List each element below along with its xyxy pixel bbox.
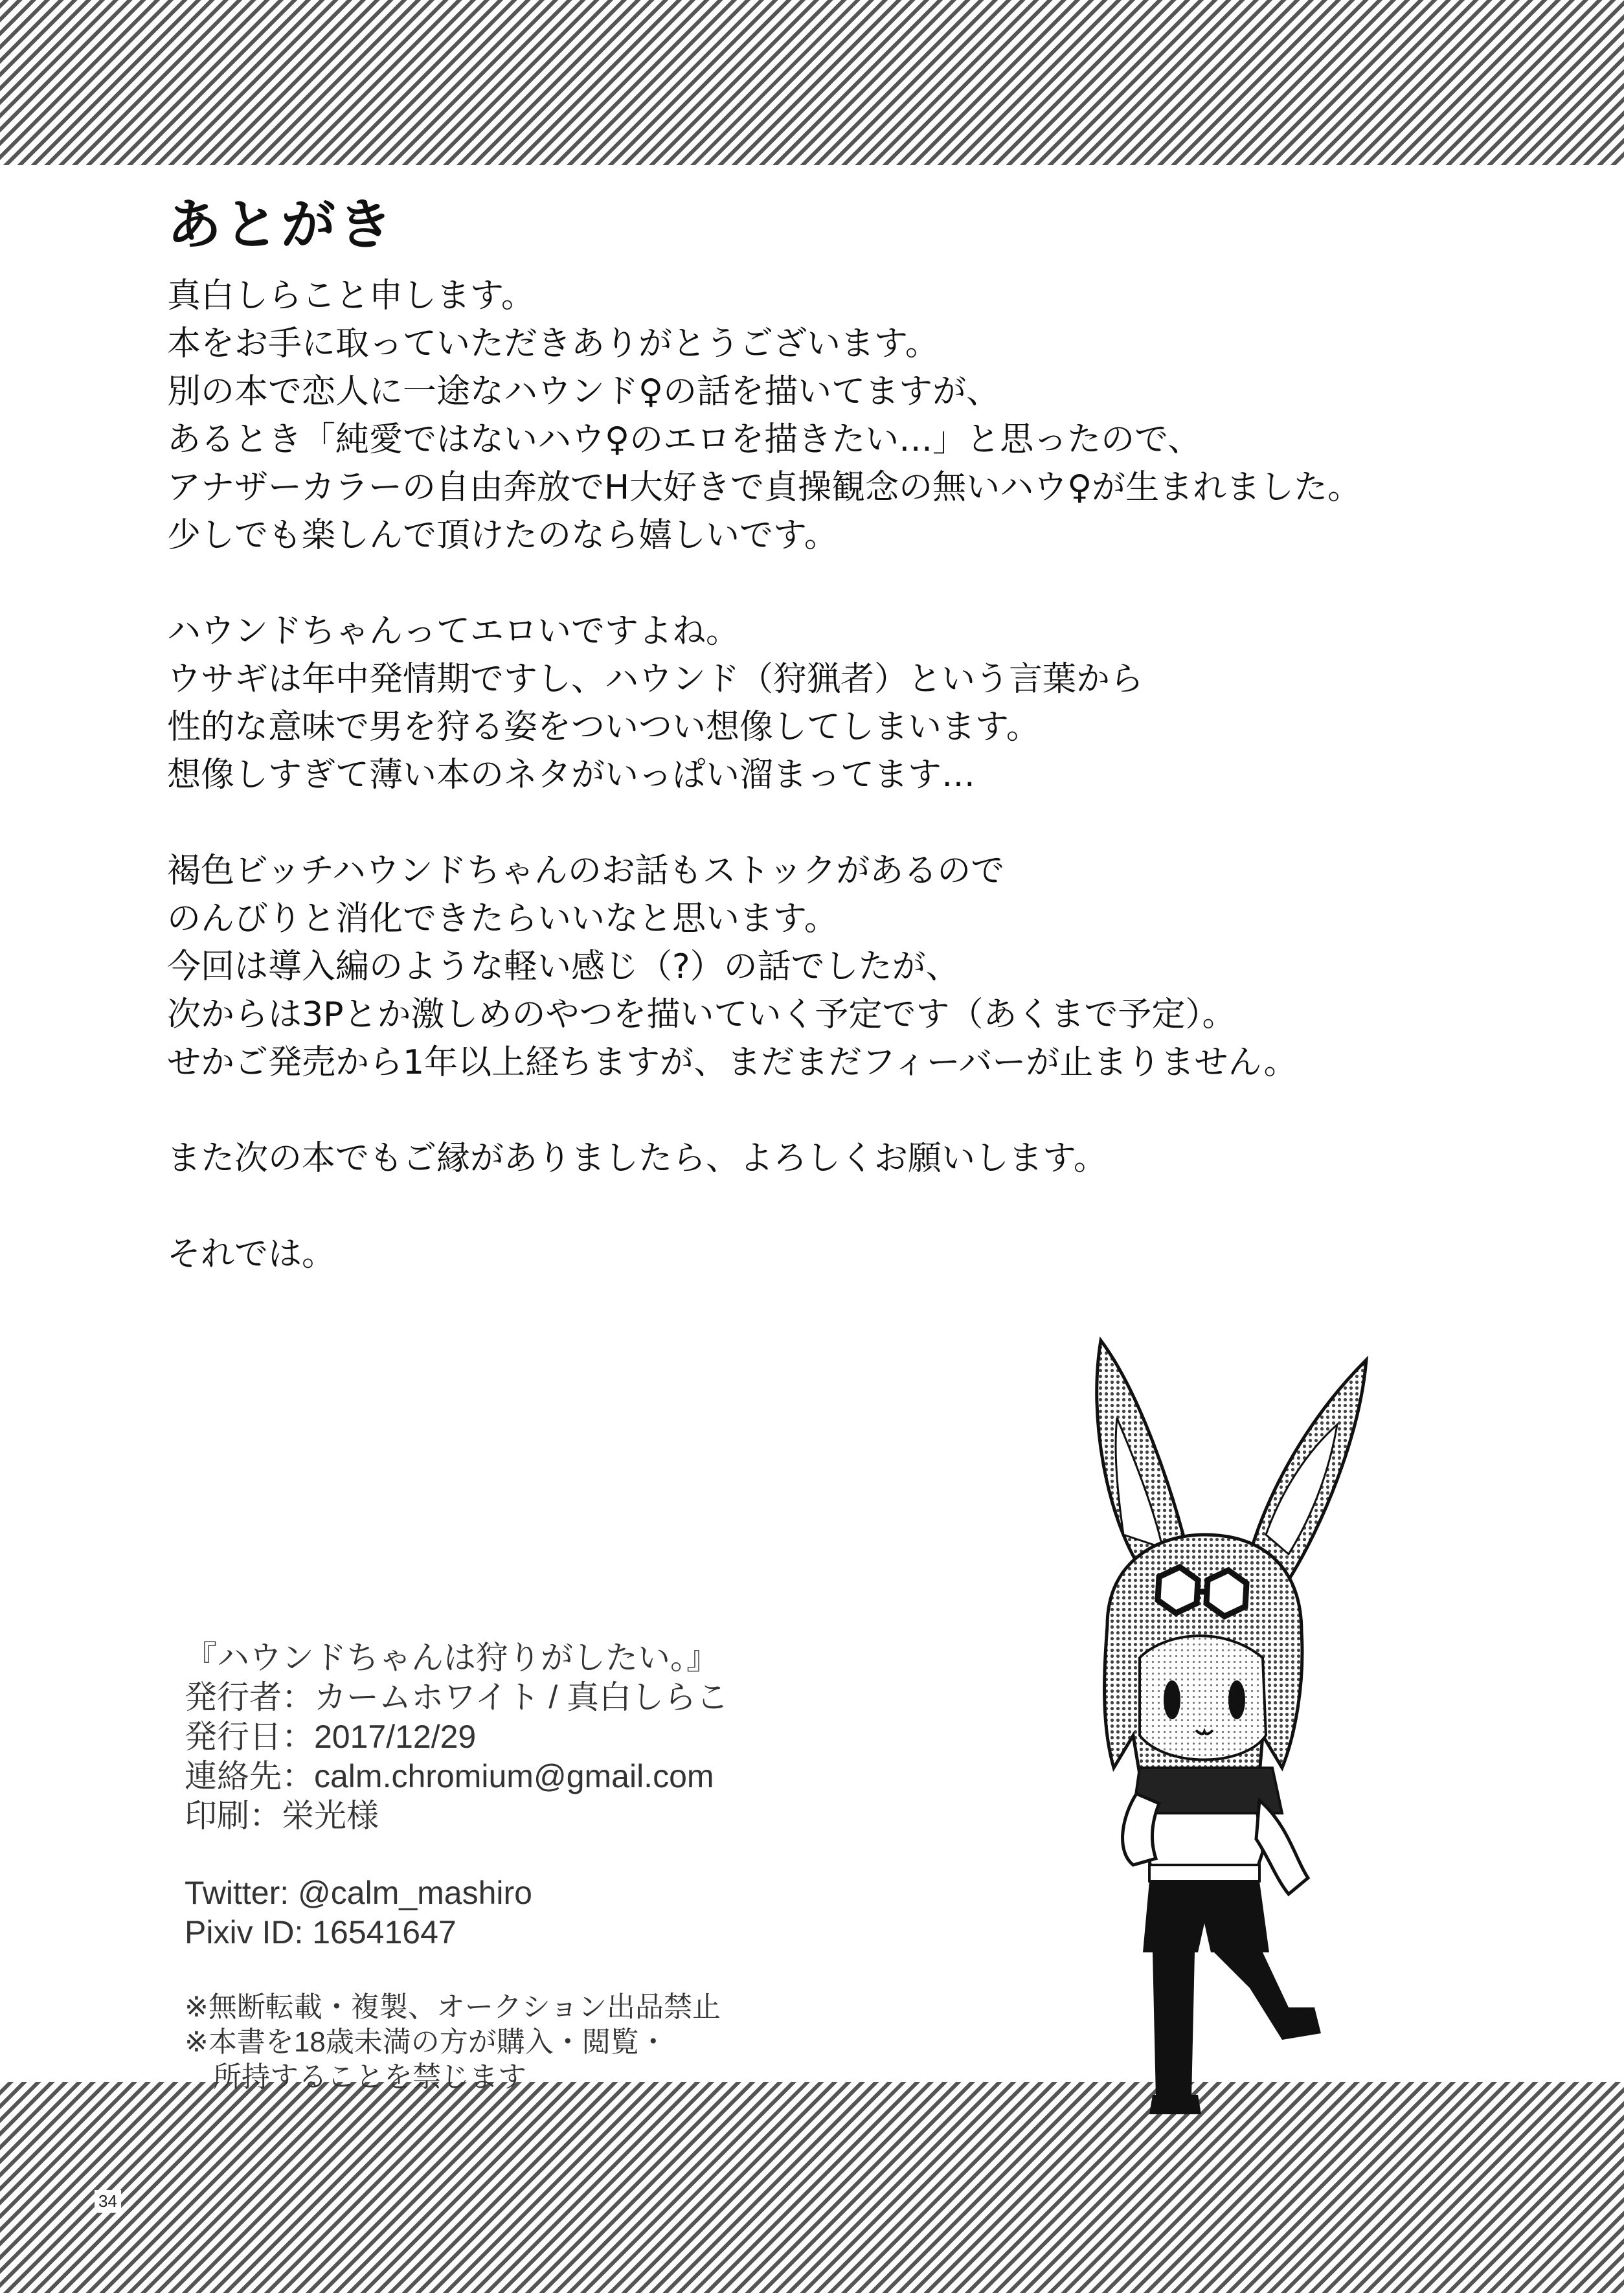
face-shape <box>1140 1636 1266 1759</box>
text-line: 性的な意味で男を狩る姿をついつい想像してしまいます。 <box>167 708 1040 747</box>
paragraph <box>167 847 1527 1087</box>
contact-email: 連絡先：calm.chromium@gmail.com <box>185 1758 714 1794</box>
shorts-shape <box>1143 1881 1269 1952</box>
text-line: あるとき「純愛ではないハウ♀のエロを描きたい…」と思ったので、 <box>167 420 1202 459</box>
text-line: ハウンドちゃんってエロいですよね。 <box>167 612 740 651</box>
afterword-body <box>167 272 1527 1278</box>
printer: 印刷：栄光様 <box>185 1798 379 1834</box>
paragraph <box>167 607 1527 799</box>
text-line: それでは。 <box>167 1235 336 1274</box>
text-line: 次からは3Pとか激しめのやつを描いていく予定です（あくまで予定）。 <box>167 995 1236 1034</box>
book-title: 『ハウンドちゃんは狩りがしたい。』 <box>185 1640 719 1676</box>
leg-right-shape <box>1214 1952 1321 2040</box>
text-line: 別の本で恋人に一途なハウンド♀の話を描いてますが、 <box>167 372 1000 411</box>
leg-left-shape <box>1153 1952 1195 2098</box>
text-line: アナザーカラーの自由奔放でH大好きで貞操観念の無いハウ♀が生まれました。 <box>167 468 1362 507</box>
legal-note: ※無断転載・複製、オークション出品禁止 <box>185 1991 721 2023</box>
text-line: 想像しすぎて薄い本のネタがいっぱい溜まってます… <box>167 756 976 795</box>
legal-note: 所持することを禁じます <box>185 2061 526 2093</box>
arm-left-shape <box>1123 1794 1159 1865</box>
colophon <box>185 1638 728 2095</box>
pixiv-id: Pixiv ID: 16541647 <box>185 1914 457 1950</box>
ear-left-shape <box>1097 1340 1188 1567</box>
ear-right-shape <box>1250 1360 1366 1580</box>
text-line: のんびりと消化できたらいいなと思います。 <box>167 899 838 938</box>
page-number: 34 <box>95 2190 121 2213</box>
text-line: せかご発売から1年以上経ちますが、まだまだフィーバーが止まりません。 <box>167 1043 1298 1082</box>
afterword-heading: あとがき <box>167 193 396 256</box>
text-line: また次の本でもご縁がありましたら、よろしくお願いします。 <box>167 1139 1107 1178</box>
text-line: 本をお手に取っていただきありがとうございます。 <box>167 324 939 363</box>
top-stripe-border <box>0 0 1624 165</box>
text-line: 真白しらこと申します。 <box>167 277 535 315</box>
paragraph <box>167 1230 1527 1278</box>
twitter-handle: Twitter: @calm_mashiro <box>185 1875 532 1911</box>
publish-date: 発行日：2017/12/29 <box>185 1719 477 1755</box>
text-line: 褐色ビッチハウンドちゃんのお話もストックがあるので <box>167 852 1005 890</box>
text-line: 今回は導入編のような軽い感じ（?）の話でしたが、 <box>167 947 960 986</box>
text-line: 少しでも楽しんで頂けたのなら嬉しいです。 <box>167 516 838 555</box>
publisher: 発行者：カームホワイト / 真白しらこ <box>185 1679 729 1715</box>
shoe-left-shape <box>1149 2095 1201 2114</box>
bunny-girl-illustration <box>1010 1321 1386 2124</box>
paragraph <box>167 272 1527 559</box>
paragraph <box>167 1135 1527 1182</box>
legal-note: ※本書を18歳未満の方が購入・閲覧・ <box>185 2026 668 2058</box>
text-line: ウサギは年中発情期ですし、ハウンド（狩猟者）という言葉から <box>167 660 1144 699</box>
belt-shape <box>1149 1865 1259 1881</box>
